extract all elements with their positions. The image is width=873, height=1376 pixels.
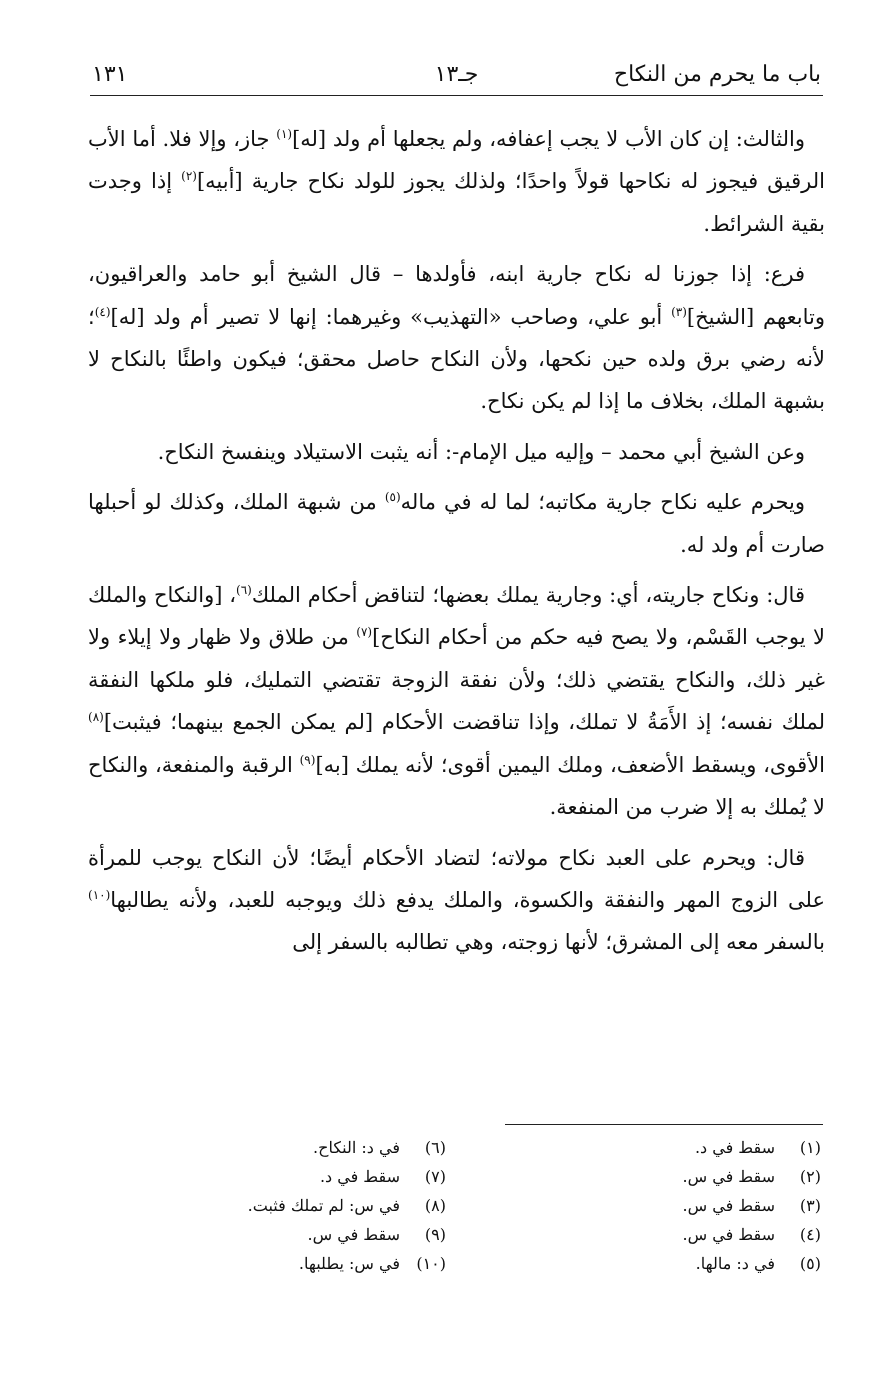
- footnote-text: في س: لم تملك فثبت.: [247, 1196, 400, 1215]
- footnotes-right-column: [521, 1133, 821, 1278]
- volume-label: جـ١٣: [434, 62, 479, 87]
- header-divider: [90, 95, 823, 96]
- page-header: [92, 58, 821, 92]
- footnote-ref: (٦): [236, 583, 252, 598]
- text-run: جاز، وإلا فلا. أما الأب الرقيق فيجوز له نكاحها قولاً واحدًا؛ ولذلك يجوز للولد نكاح جارية [أبيه]: [88, 127, 825, 194]
- text-run: والثالث: إن كان الأب لا يجب إعفافه، ولم يجعلها أم ولد [له]: [292, 127, 806, 151]
- footnotes: [200, 1133, 821, 1293]
- text-run: ويحرم عليه نكاح جارية مكاتبه؛ لما له في ماله: [400, 490, 805, 515]
- footnote: [146, 1162, 446, 1191]
- footnote: [146, 1191, 446, 1220]
- footnote: [521, 1249, 821, 1278]
- page-number: ١٣١: [92, 62, 128, 87]
- footnote-text: في س: يطلبها.: [298, 1254, 400, 1273]
- footnote-number: (١٠): [416, 1254, 446, 1273]
- footnote: [521, 1220, 821, 1249]
- text-run: ؛ لأنه رضي برق ولده حين نكحها، ولأن النكاح حاصل محقق؛ فيكون واطئًا بالنكاح لا بشبهة الملك، بخلاف ما إذا لم يكن نكاح.: [88, 304, 825, 414]
- footnote-number: (٣): [799, 1196, 821, 1215]
- text-run: قال: ويحرم على العبد نكاح مولاته؛ لتضاد الأحكام أيضًا؛ لأن النكاح يوجب للمرأة على الزوج المهر والنفقة والكسوة، والملك يدفع ذلك ويوجبه للعبد، ولأنه يطالبها: [88, 845, 825, 912]
- paragraph: [88, 574, 825, 828]
- footnote-text: في د: النكاح.: [313, 1138, 400, 1157]
- text-run: فرع: إذا جوزنا له نكاح جارية ابنه، فأولدها – قال الشيخ أبو حامد والعراقيون، وتابعهم [الشيخ]: [88, 262, 825, 329]
- footnote-number: (٦): [424, 1138, 446, 1157]
- text-run: بالسفر معه إلى المشرق؛ لأنها زوجته، وهي تطالبه بالسفر إلى: [292, 930, 825, 955]
- footnote-ref: (٨): [88, 710, 104, 725]
- text-run: وعن الشيخ أبي محمد – وإليه ميل الإمام-: أنه يثبت الاستيلاد وينفسخ النكاح.: [157, 439, 805, 464]
- running-title: باب ما يحرم من النكاح: [613, 62, 821, 87]
- footnote-ref: (١): [276, 127, 293, 141]
- text-run: إذا وجدت بقية الشرائط.: [88, 169, 825, 236]
- footnote: [521, 1162, 821, 1191]
- footnote-number: (٥): [799, 1254, 821, 1273]
- footnote-text: سقط في س.: [682, 1196, 775, 1215]
- footnote-text: سقط في د.: [319, 1167, 400, 1186]
- paragraph: [88, 118, 825, 245]
- footnote-text: سقط في د.: [694, 1138, 775, 1157]
- footnote: [521, 1191, 821, 1220]
- footnote-ref: (٣): [671, 304, 687, 319]
- footnote-number: (٤): [799, 1225, 821, 1244]
- text-run: الرقبة والمنفعة، والنكاح لا يُملك به إلا ضرب من المنفعة.: [88, 752, 825, 820]
- footnote-ref: (٧): [356, 625, 373, 640]
- text-run: من طلاق ولا ظهار ولا إيلاء ولا غير ذلك، والنكاح يقتضي ذلك؛ ولأن نفقة الزوجة تقتضي التمليك، فلو ملكها النفقة لملك نفسه؛ إذ الأَمَةُ لا تملك، وإذا تناقضت الأحكام [لم يمكن الجمع بينهما؛ فيثبت]: [88, 625, 825, 735]
- text-run: الأقوى، ويسقط الأضعف، وملك اليمين أقوى؛ لأنه يملك [به]: [315, 752, 825, 777]
- footnote-text: سقط في س.: [307, 1225, 400, 1244]
- text-run: من شبهة الملك، وكذلك لو أحبلها صارت أم ولد له.: [88, 490, 825, 557]
- main-text: [88, 118, 825, 972]
- footnote-ref: (٩): [299, 752, 316, 767]
- footnote-number: (٨): [424, 1196, 446, 1215]
- footnote-text: في د: مالها.: [695, 1254, 775, 1273]
- footnote: [521, 1133, 821, 1162]
- paragraph: [88, 837, 825, 964]
- footnote: [146, 1133, 446, 1162]
- footnote: [146, 1249, 446, 1278]
- footnote-text: سقط في س.: [682, 1167, 775, 1186]
- paragraph: [88, 481, 825, 566]
- paragraph: [88, 431, 825, 473]
- footnote-number: (٩): [424, 1225, 446, 1244]
- text-run: ، [والنكاح والملك لا يوجب القَسْم، ولا يصح فيه حكم من أحكام النكاح]: [88, 583, 825, 650]
- footnote-ref: (١٠): [88, 887, 111, 902]
- text-run: أبو علي، وصاحب «التهذيب» وغيرهما: إنها لا تصير أم ولد [له]: [110, 304, 672, 329]
- footnote-text: سقط في س.: [682, 1225, 775, 1244]
- footnote-divider: [505, 1124, 823, 1125]
- footnote-ref: (٥): [384, 490, 401, 505]
- footnote-ref: (٤): [94, 304, 111, 319]
- footnote-number: (٧): [424, 1167, 446, 1186]
- footnote-number: (١): [799, 1138, 821, 1157]
- text-run: قال: ونكاح جاريته، أي: وجارية يملك بعضها؛ لتناقض أحكام الملك: [251, 583, 805, 608]
- paragraph: [88, 253, 825, 423]
- footnote-number: (٢): [799, 1167, 821, 1186]
- footnote-ref: (٢): [181, 169, 197, 184]
- footnotes-left-column: [146, 1133, 446, 1278]
- footnote: [146, 1220, 446, 1249]
